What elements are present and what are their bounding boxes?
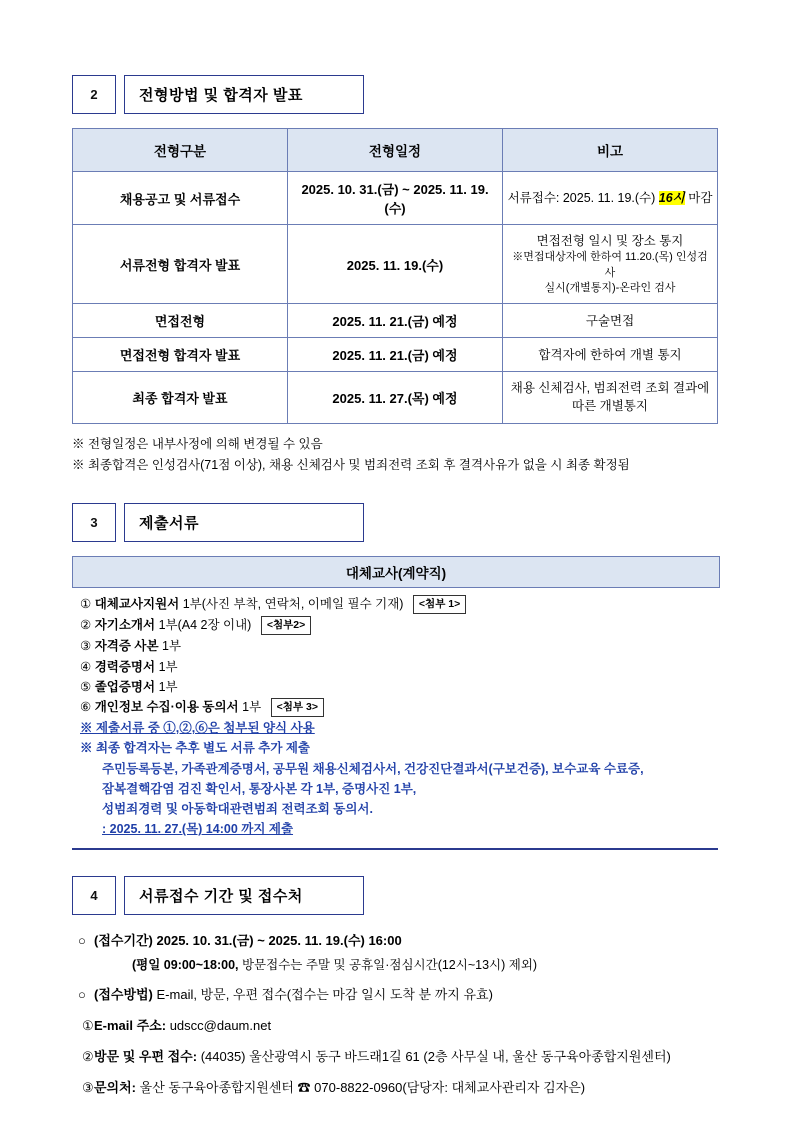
- table-row: [73, 304, 718, 338]
- list-item: [80, 677, 718, 697]
- remark-suffix: 마감: [688, 190, 713, 205]
- reception-period-note-bold: (평일 09:00~18:00,: [132, 957, 239, 972]
- note-line: ※ 전형일정은 내부사정에 의해 변경될 수 있음: [72, 436, 323, 451]
- item-label: 경력증명서: [94, 659, 156, 674]
- additional-docs-line: 성범죄경력 및 아동학대관련범죄 전력조회 동의서.: [102, 802, 373, 817]
- table-row: [73, 172, 718, 225]
- reception-period-label: (접수기간): [94, 932, 153, 948]
- address-value: (44035) 울산광역시 동구 바드래1길 61 (2층 사무실 내, 울산 동구육아종합지원센터): [200, 1048, 671, 1064]
- cell-schedule: 2025. 11. 21.(금) 예정: [288, 304, 503, 338]
- section-2-number: 2: [72, 75, 116, 114]
- form-usage-note: [80, 718, 718, 738]
- documents-table-header: 대체교사(계약직): [72, 556, 720, 588]
- item-number: ③: [80, 639, 92, 654]
- column-header-schedule: 전형일정: [288, 129, 503, 172]
- reception-period-note: [72, 954, 721, 977]
- additional-docs-line: 주민등록등본, 가족관계증명서, 공무원 채용신체검사서, 건강진단결과서(구보건증), 보수교육 수료증,: [102, 761, 644, 776]
- list-item-email: [72, 1014, 721, 1038]
- item-detail: 1부: [158, 659, 178, 674]
- section-3: [72, 503, 721, 849]
- reception-period-note-rest: 방문접수는 주말 및 공휴일·점심시간(12시~13시) 제외): [241, 957, 538, 972]
- cell-schedule: 2025. 10. 31.(금) ~ 2025. 11. 19.(수): [288, 172, 503, 225]
- section-2-title: 전형방법 및 합격자 발표: [124, 75, 364, 114]
- item-label: 개인정보 수집·이용 동의서: [94, 700, 239, 715]
- item-number-2: ②: [82, 1048, 94, 1064]
- reception-method-label: (접수방법): [94, 986, 153, 1002]
- remark-line-1: 채용 신체검사, 범죄전력 조회 결과에: [510, 381, 710, 396]
- form-usage-note-text: ※ 제출서류 중 ①,②,⑥은 첨부된 양식 사용: [80, 721, 315, 736]
- section-4-number: 4: [72, 876, 116, 915]
- remark-text: 서류접수: 2025. 11. 19.(수): [507, 190, 656, 205]
- additional-docs-line: 잠복결핵감염 검진 확인서, 통장사본 각 1부, 증명사진 1부,: [102, 781, 417, 796]
- cell-division: 채용공고 및 서류접수: [73, 172, 288, 225]
- section-4-title: 서류접수 기간 및 접수처: [124, 876, 364, 915]
- email-label: E-mail 주소:: [94, 1017, 167, 1033]
- item-label: 자기소개서: [94, 618, 156, 633]
- email-value: udscc@daum.net: [169, 1017, 272, 1033]
- cell-schedule: 2025. 11. 27.(목) 예정: [288, 372, 503, 423]
- note-line: ※ 최종합격은 인성검사(71점 이상), 채용 신체검사 및 범죄전력 조회 후 결격사유가 없을 시 최종 확정됨: [72, 458, 630, 473]
- section-3-heading: [72, 503, 721, 542]
- cell-division: 서류전형 합격자 발표: [73, 225, 288, 304]
- column-header-remark: 비고: [503, 129, 718, 172]
- section-4: [72, 876, 721, 1100]
- address-label: 방문 및 우편 접수:: [94, 1048, 198, 1064]
- item-detail: 1부: [158, 679, 178, 694]
- item-label: 자격증 사본: [94, 639, 159, 654]
- item-number: ⑤: [80, 679, 92, 694]
- list-item-contact: [72, 1076, 721, 1100]
- cell-division: 면접전형 합격자 발표: [73, 338, 288, 372]
- attachment-tag: <첨부 3>: [271, 698, 324, 717]
- contact-value: 울산 동구육아종합지원센터 ☎ 070-8822-0960(담당자: 대체교사관리자 김자은): [139, 1079, 586, 1095]
- item-detail: 1부: [162, 639, 182, 654]
- section-2-heading: [72, 75, 721, 114]
- address-body: [94, 1045, 721, 1069]
- cell-remark: [503, 172, 718, 225]
- table-row: [73, 225, 718, 304]
- item-number: ①: [80, 597, 92, 612]
- list-item: [80, 594, 718, 615]
- documents-list: [72, 588, 718, 849]
- item-number: ⑥: [80, 700, 92, 715]
- reception-period-value: 2025. 10. 31.(금) ~ 2025. 11. 19.(수) 16:00: [156, 932, 402, 948]
- item-number-3: ③: [82, 1079, 94, 1095]
- schedule-table: [72, 128, 718, 424]
- item-number: ②: [80, 618, 92, 633]
- table-header-row: [73, 129, 718, 172]
- submission-deadline-text: : 2025. 11. 27.(목) 14:00 까지 제출: [102, 822, 294, 837]
- list-item: [80, 636, 718, 656]
- list-item-reception-period: [72, 929, 721, 953]
- bullet-circle-icon: ○: [78, 932, 86, 948]
- email-body: [94, 1014, 721, 1038]
- item-label: 대체교사지원서: [94, 597, 180, 612]
- cell-remark: 구술면접: [503, 304, 718, 338]
- reception-period-body: [94, 929, 721, 953]
- column-header-division: 전형구분: [73, 129, 288, 172]
- cell-schedule: 2025. 11. 19.(수): [288, 225, 503, 304]
- reception-info: [72, 929, 721, 1100]
- cell-remark: 합격자에 한하여 개별 통지: [503, 338, 718, 372]
- item-number-1: ①: [82, 1017, 94, 1033]
- schedule-notes: [72, 434, 721, 478]
- item-label: 졸업증명서: [94, 679, 156, 694]
- reception-method-value: E-mail, 방문, 우편 접수(접수는 마감 일시 도착 분 까지 유효): [156, 986, 493, 1002]
- cell-division: 면접전형: [73, 304, 288, 338]
- attachment-tag: <첨부 1>: [413, 595, 466, 614]
- item-detail: 1부(A4 2장 이내): [158, 618, 252, 633]
- section-3-title: 제출서류: [124, 503, 364, 542]
- remark-highlight: 16시: [658, 190, 685, 205]
- cell-remark: [503, 372, 718, 423]
- section-4-heading: [72, 876, 721, 915]
- cell-schedule: 2025. 11. 21.(금) 예정: [288, 338, 503, 372]
- cell-division: 최종 합격자 발표: [73, 372, 288, 423]
- remark-line-1: 면접전형 일시 및 장소 통지: [536, 234, 684, 248]
- list-item-address: [72, 1045, 721, 1069]
- submission-deadline: [80, 819, 718, 839]
- contact-body: [94, 1076, 721, 1100]
- list-item-reception-method: [72, 983, 721, 1007]
- table-row: [73, 338, 718, 372]
- item-detail: 1부(사진 부착, 연락처, 이메일 필수 기재): [182, 597, 404, 612]
- section-3-number: 3: [72, 503, 116, 542]
- table-row: [73, 372, 718, 423]
- remark-line-2: ※면접대상자에 한하여 11.20.(목) 인성검사: [512, 251, 708, 279]
- reception-method-body: [94, 983, 721, 1007]
- bullet-circle-icon: ○: [78, 986, 86, 1002]
- list-item: [80, 697, 718, 718]
- contact-label: 문의처:: [94, 1079, 137, 1095]
- attachment-tag: <첨부2>: [261, 616, 311, 635]
- list-item: [80, 657, 718, 677]
- remark-line-3: 실시(개별통지)-온라인 검사: [544, 281, 676, 294]
- cell-remark: [503, 225, 718, 304]
- remark-line-2: 따른 개별통지: [572, 399, 648, 414]
- item-number: ④: [80, 659, 92, 674]
- item-detail: 1부: [242, 700, 262, 715]
- list-item: [80, 615, 718, 636]
- additional-docs-title: ※ 최종 합격자는 추후 별도 서류 추가 제출: [80, 741, 311, 756]
